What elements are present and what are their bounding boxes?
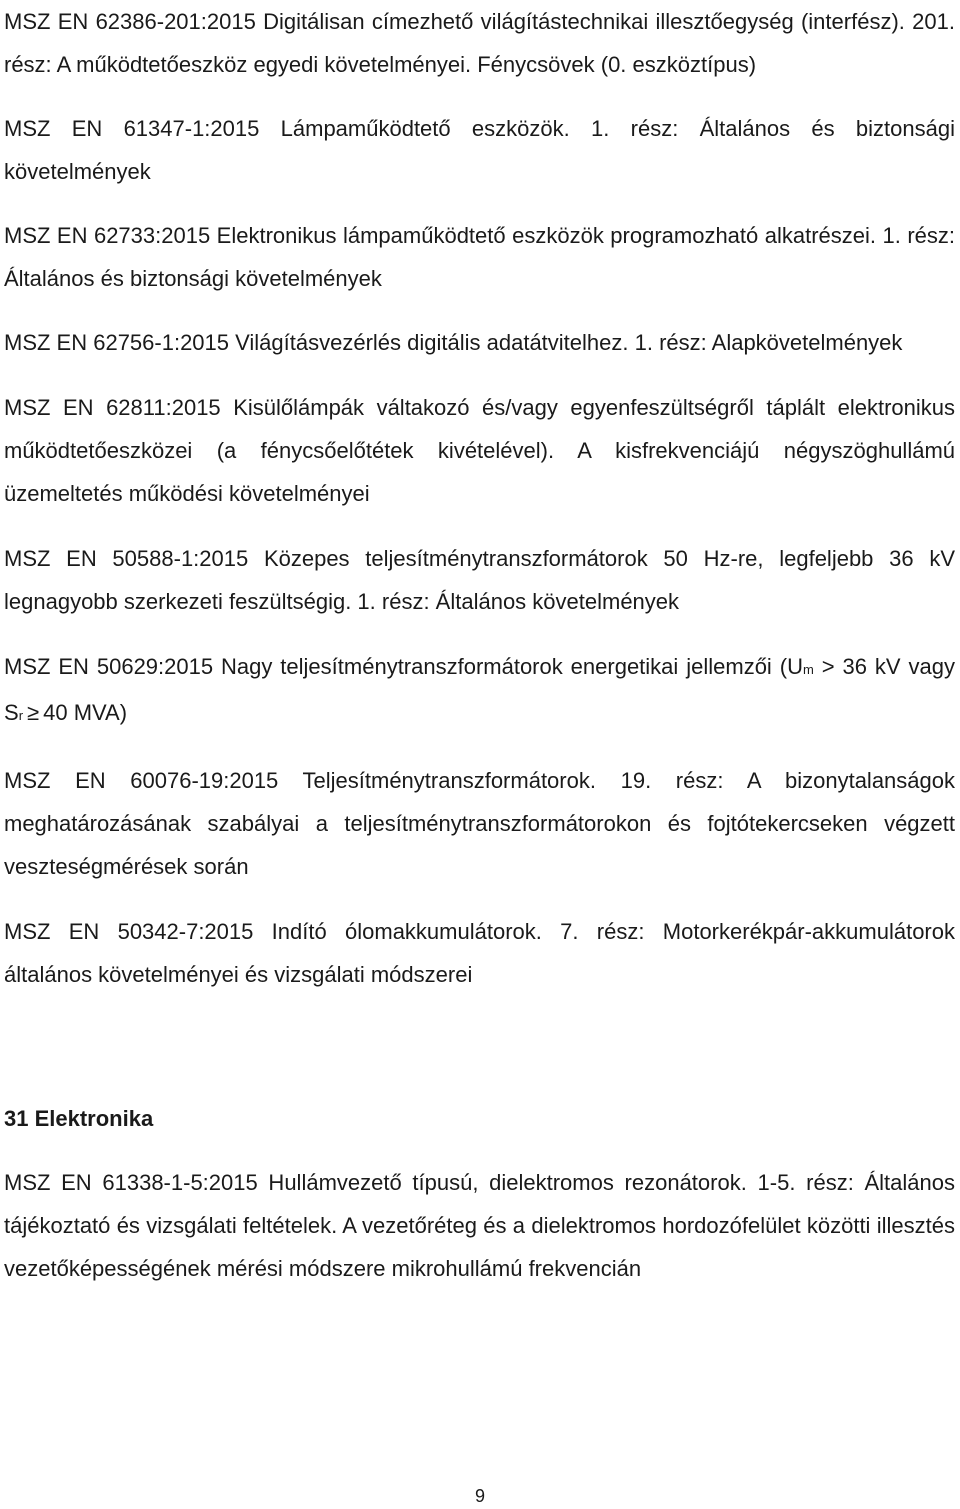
entry-50629-text-1: MSZ EN 50629:2015 Nagy teljesítménytranszformátorok energetikai jellemzői (U [4,654,803,679]
subscript-r: r [18,708,24,723]
document-page [4,0,955,1290]
standard-entry-50342: MSZ EN 50342-7:2015 Indító ólomakkumulátorok. 7. rész: Motorkerékpár-akkumulátorok általános követelményei és vizsgálati módszerei [4,919,955,987]
standard-entry-62756: MSZ EN 62756-1:2015 Világításvezérlés digitális adatátvitelhez. 1. rész: Alapkövetelmények [4,330,903,355]
standard-entry-61338: MSZ EN 61338-1-5:2015 Hullámvezető típusú, dielektromos rezonátorok. 1-5. rész: Általános tájékoztató és vizsgálati feltételek. A vezetőréteg és a dielektromos hordozófelület közötti illesztés vezetőképességének mérési módszere mikrohullámú frekvencián [4,1170,955,1281]
entry-50629-text-2: > 36 kV vagy S [4,654,955,725]
section-title: 31 Elektronika [4,1106,154,1131]
standard-entry-61347: MSZ EN 61347-1:2015 Lámpaműködtető eszközök. 1. rész: Általános és biztonsági követelmények [4,116,955,184]
entry-50629-text-3: 40 MVA) [43,700,128,725]
page-number: 9 [474,1486,485,1506]
greater-equal-symbol: ≥ [27,700,40,725]
subscript-m: m [802,662,814,677]
standard-entry-62733: MSZ EN 62733:2015 Elektronikus lámpaműködtető eszközök programozható alkatrészei. 1. rész: Általános és biztonsági követelmények [4,223,955,291]
standard-entry-50588: MSZ EN 50588-1:2015 Közepes teljesítménytranszformátorok 50 Hz-re, legfeljebb 36 kV legnagyobb szerkezeti feszültségig. 1. rész: Általános követelmények [4,546,955,614]
standard-entry-60076: MSZ EN 60076-19:2015 Teljesítménytranszformátorok. 19. rész: A bizonytalanságok meghatározásának szabályai a teljesítménytranszformátorokon és fojtótekercseken végzett veszteségmérések során [4,768,955,879]
standard-entry-62386: MSZ EN 62386-201:2015 Digitálisan címezhető világítástechnikai illesztőegység (interfész). 201. rész: A működtetőeszköz egyedi követelményei. Fénycsövek (0. eszköztípus) [4,9,955,77]
standard-entry-62811: MSZ EN 62811:2015 Kisülőlámpák váltakozó és/vagy egyenfeszültségről táplált elektronikus működtetőeszközei (a fénycsőelőtétek kivételével). A kisfrekvenciájú négyszöghullámú üzemeltetés működési követelményei [4,395,955,506]
standard-entry-50629 [4,645,955,737]
